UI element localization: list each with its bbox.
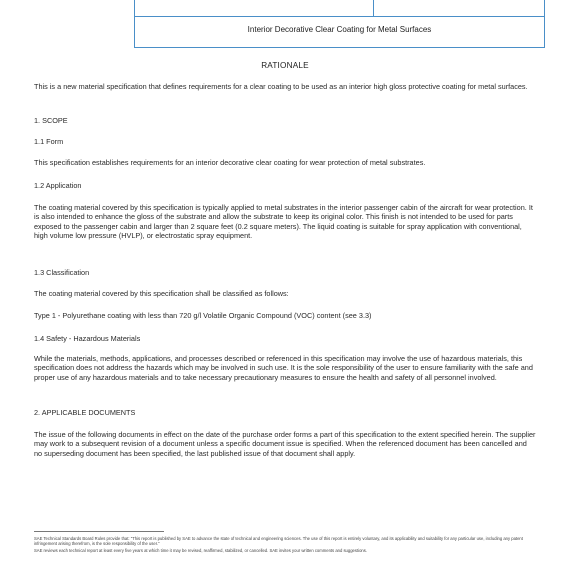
header-divider-vertical [373,0,374,16]
header-divider-horizontal [135,16,544,17]
section-application-text: The coating material covered by this specification is typically applied to metal substrates in the interior passenger cabin of the aircraft for wear protection. It is also intended to enhance the gloss of the substrate and allow the substrate to keep its original color. This finish is not intended to be used for parts exposed to the passenger cabin and larger than 2 square feet (0.2 square meters). The liquid coating is suitable for spray application with conventional, high volume low pressure (HVLP), or electrostatic spray equipment. [34,203,533,241]
section-form-text: This specification establishes requirements for an interior decorative clear coating for wear protection of metal substrates. [34,158,426,167]
section-applicable-text: The issue of the following documents in effect on the date of the purchase order forms a part of this specification to the extent specified herein. The supplier may work to a subsequent revision of a document unless a specific document issue is specified. When the referenced document has been cancelled and no superseding document has been specified, the last published issue of that document shall apply. [34,430,536,458]
footer-review-note: SAE reviews each technical report at least every five years at which time it may be revised, reaffirmed, stabilized, or cancelled. SAE invites your written comments and suggestions. [34,548,367,553]
rationale-heading: RATIONALE [261,61,309,70]
section-safety-heading: 1.4 Safety - Hazardous Materials [34,334,141,343]
document-header-box [134,0,545,48]
section-scope-heading: 1. SCOPE [34,116,68,125]
footer-rule [34,531,164,532]
section-classification-text: The coating material covered by this specification shall be classified as follows: [34,289,289,298]
rationale-text: This is a new material specification that defines requirements for a clear coating to be used as an interior high gloss protective coating for metal surfaces. [34,82,528,91]
section-application-heading: 1.2 Application [34,181,82,190]
section-classification-type: Type 1 - Polyurethane coating with less than 720 g/l Volatile Organic Compound (VOC) content (see 3.3) [34,311,372,320]
section-safety-text: While the materials, methods, applications, and processes described or referenced in this specification may involve the use of hazardous materials, this specification does not address the hazards which may be involved in such use. It is the sole responsibility of the user to ensure familiarity with the safe and proper use of any hazardous materials and to take necessary precautionary measures to ensure the health and safety of all personnel involved. [34,354,533,382]
section-form-heading: 1.1 Form [34,137,64,146]
footer-disclaimer: SAE Technical Standards Board Rules provide that: "This report is published by SAE to advance the state of technical and engineering sciences. The use of this report is entirely voluntary, and its applicability and suitability for any particular use, including any patent infringement arising therefrom, is the sole responsibility of the user." [34,536,523,547]
section-applicable-heading: 2. APPLICABLE DOCUMENTS [34,408,136,417]
document-title: Interior Decorative Clear Coating for Metal Surfaces [247,25,432,34]
section-classification-heading: 1.3 Classification [34,268,90,277]
